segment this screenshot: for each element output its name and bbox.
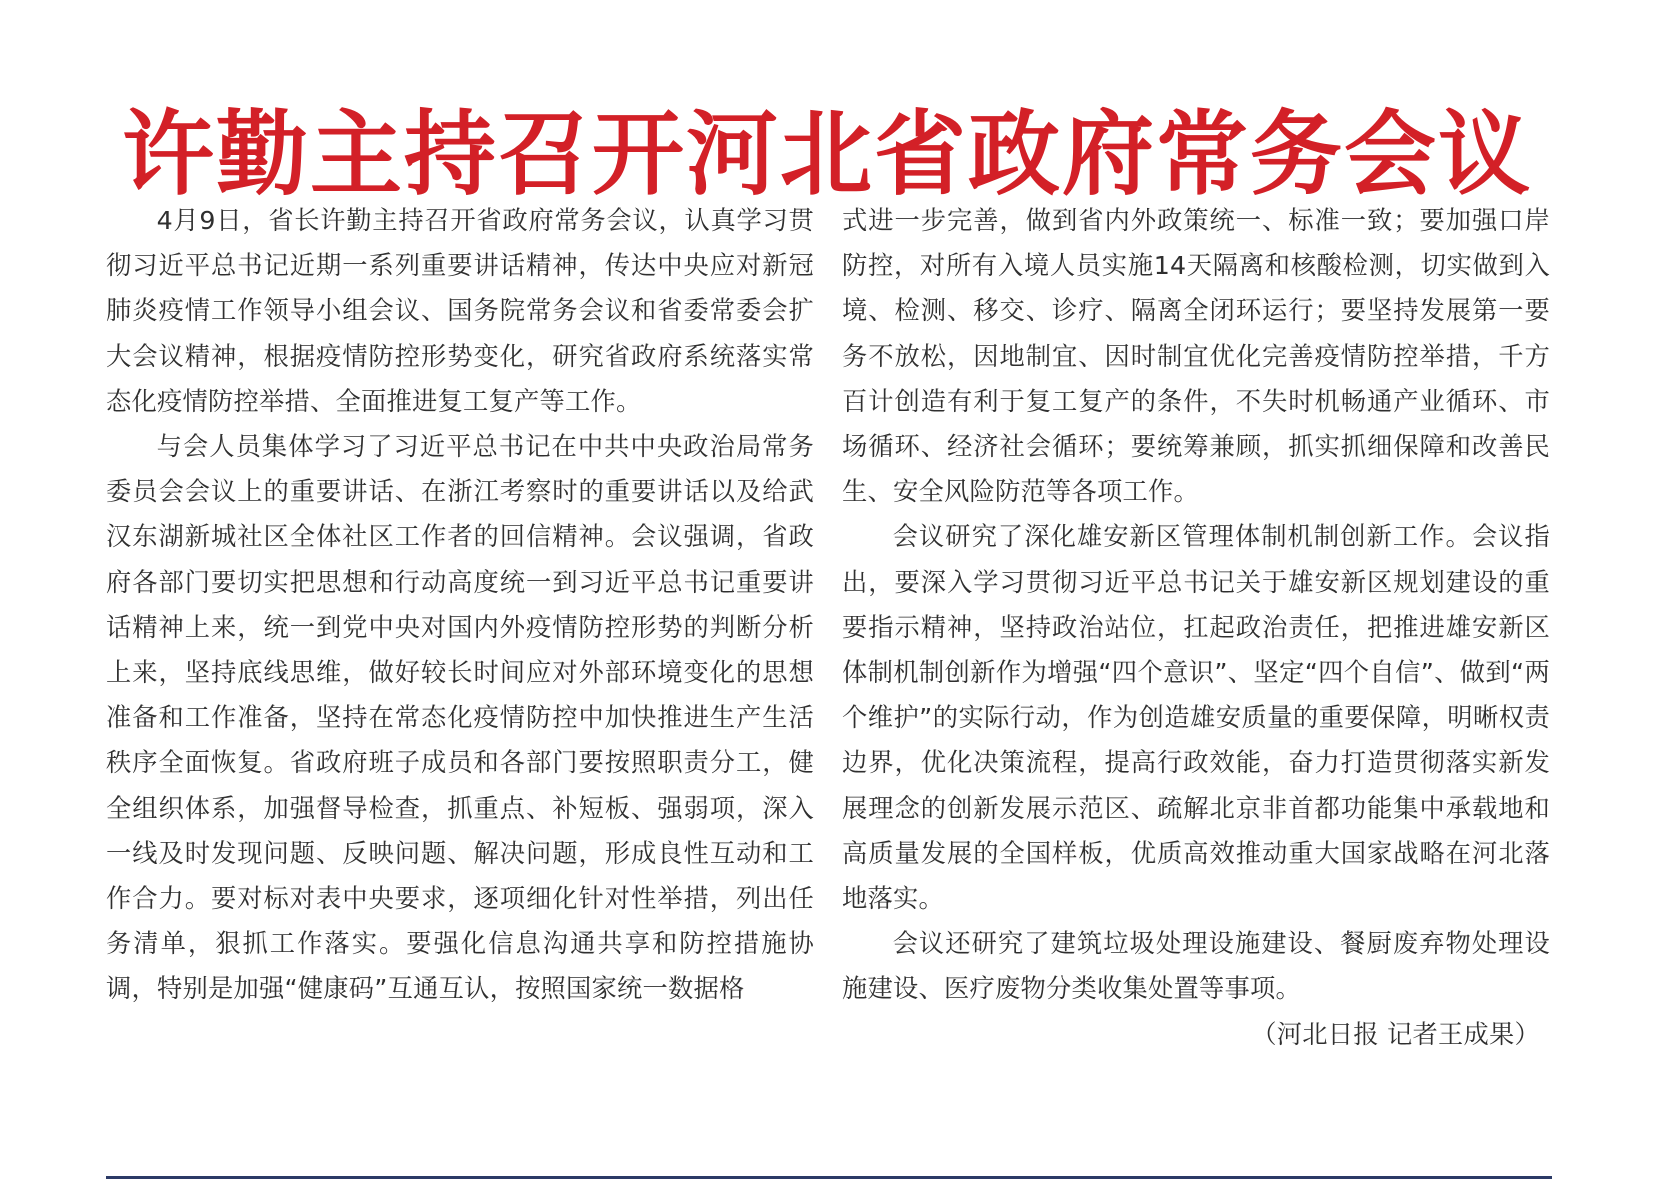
paragraph-4: 会议还研究了建筑垃圾处理设施建设、餐厨废弃物处理设施建设、医疗废物分类收集处置等事项。 xyxy=(842,929,1550,1004)
paragraph-2-continued: 式进一步完善，做到省内外政策统一、标准一致；要加强口岸防控，对所有入境人员实施14天隔离和核酸检测，切实做到入境、检测、移交、诊疗、隔离全闭环运行；要坚持发展第一要务不放松，因地制宜、因时制宜优化完善疫情防控举措，千方百计创造有利于复工复产的条件，不失时机畅通产业循环、市场循环、经济社会循环；要统筹兼顾，抓实抓细保障和改善民生、安全风险防范等各项工作。 xyxy=(842,206,1550,507)
byline: （河北日报 记者王成果） xyxy=(1251,1019,1540,1049)
paragraph-2: 与会人员集体学习了习近平总书记在中共中央政治局常务委员会会议上的重要讲话、在浙江考察时的重要讲话以及给武汉东湖新城社区全体社区工作者的回信精神。会议强调，省政府各部门要切实把思想和行动高度统一到习近平总书记重要讲话精神上来，统一到党中央对国内外疫情防控形势的判断分析上来，坚持底线思维，做好较长时间应对外部环境变化的思想准备和工作准备，坚持在常态化疫情防控中加快推进生产生活秩序全面恢复。省政府班子成员和各部门要按照职责分工，健全组织体系，加强督导检查，抓重点、补短板、强弱项，深入一线及时发现问题、反映问题、解决问题，形成良性互动和工作合力。要对标对表中央要求，逐项细化针对性举措，列出任务清单，狠抓工作落实。要强化信息沟通共享和防控措施协调，特别是加强“健康码”互通互认，按照国家统一数据格 xyxy=(106,432,814,1004)
bottom-divider xyxy=(106,1176,1552,1179)
article-title: 许勤主持召开河北省政府常务会议 xyxy=(121,99,1532,208)
paragraph-1: 4月9日，省长许勤主持召开省政府常务会议，认真学习贯彻习近平总书记近期一系列重要讲话精神，传达中央应对新冠肺炎疫情工作领导小组会议、国务院常务会议和省委常委会扩大会议精神，根据疫情防控形势变化，研究省政府系统落实常态化疫情防控举措、全面推进复工复产等工作。 xyxy=(106,206,814,416)
article-right-column xyxy=(842,198,1550,1057)
article-left-column xyxy=(106,198,814,1012)
paragraph-3: 会议研究了深化雄安新区管理体制机制创新工作。会议指出，要深入学习贯彻习近平总书记关于雄安新区规划建设的重要指示精神，坚持政治站位，扛起政治责任，把推进雄安新区体制机制创新作为增强“四个意识”、坚定“四个自信”、做到“两个维护”的实际行动，作为创造雄安质量的重要保障，明晰权责边界，优化决策流程，提高行政效能，奋力打造贯彻落实新发展理念的创新发展示范区、疏解北京非首都功能集中承载地和高质量发展的全国样板，优质高效推动重大国家战略在河北落地落实。 xyxy=(842,522,1550,914)
